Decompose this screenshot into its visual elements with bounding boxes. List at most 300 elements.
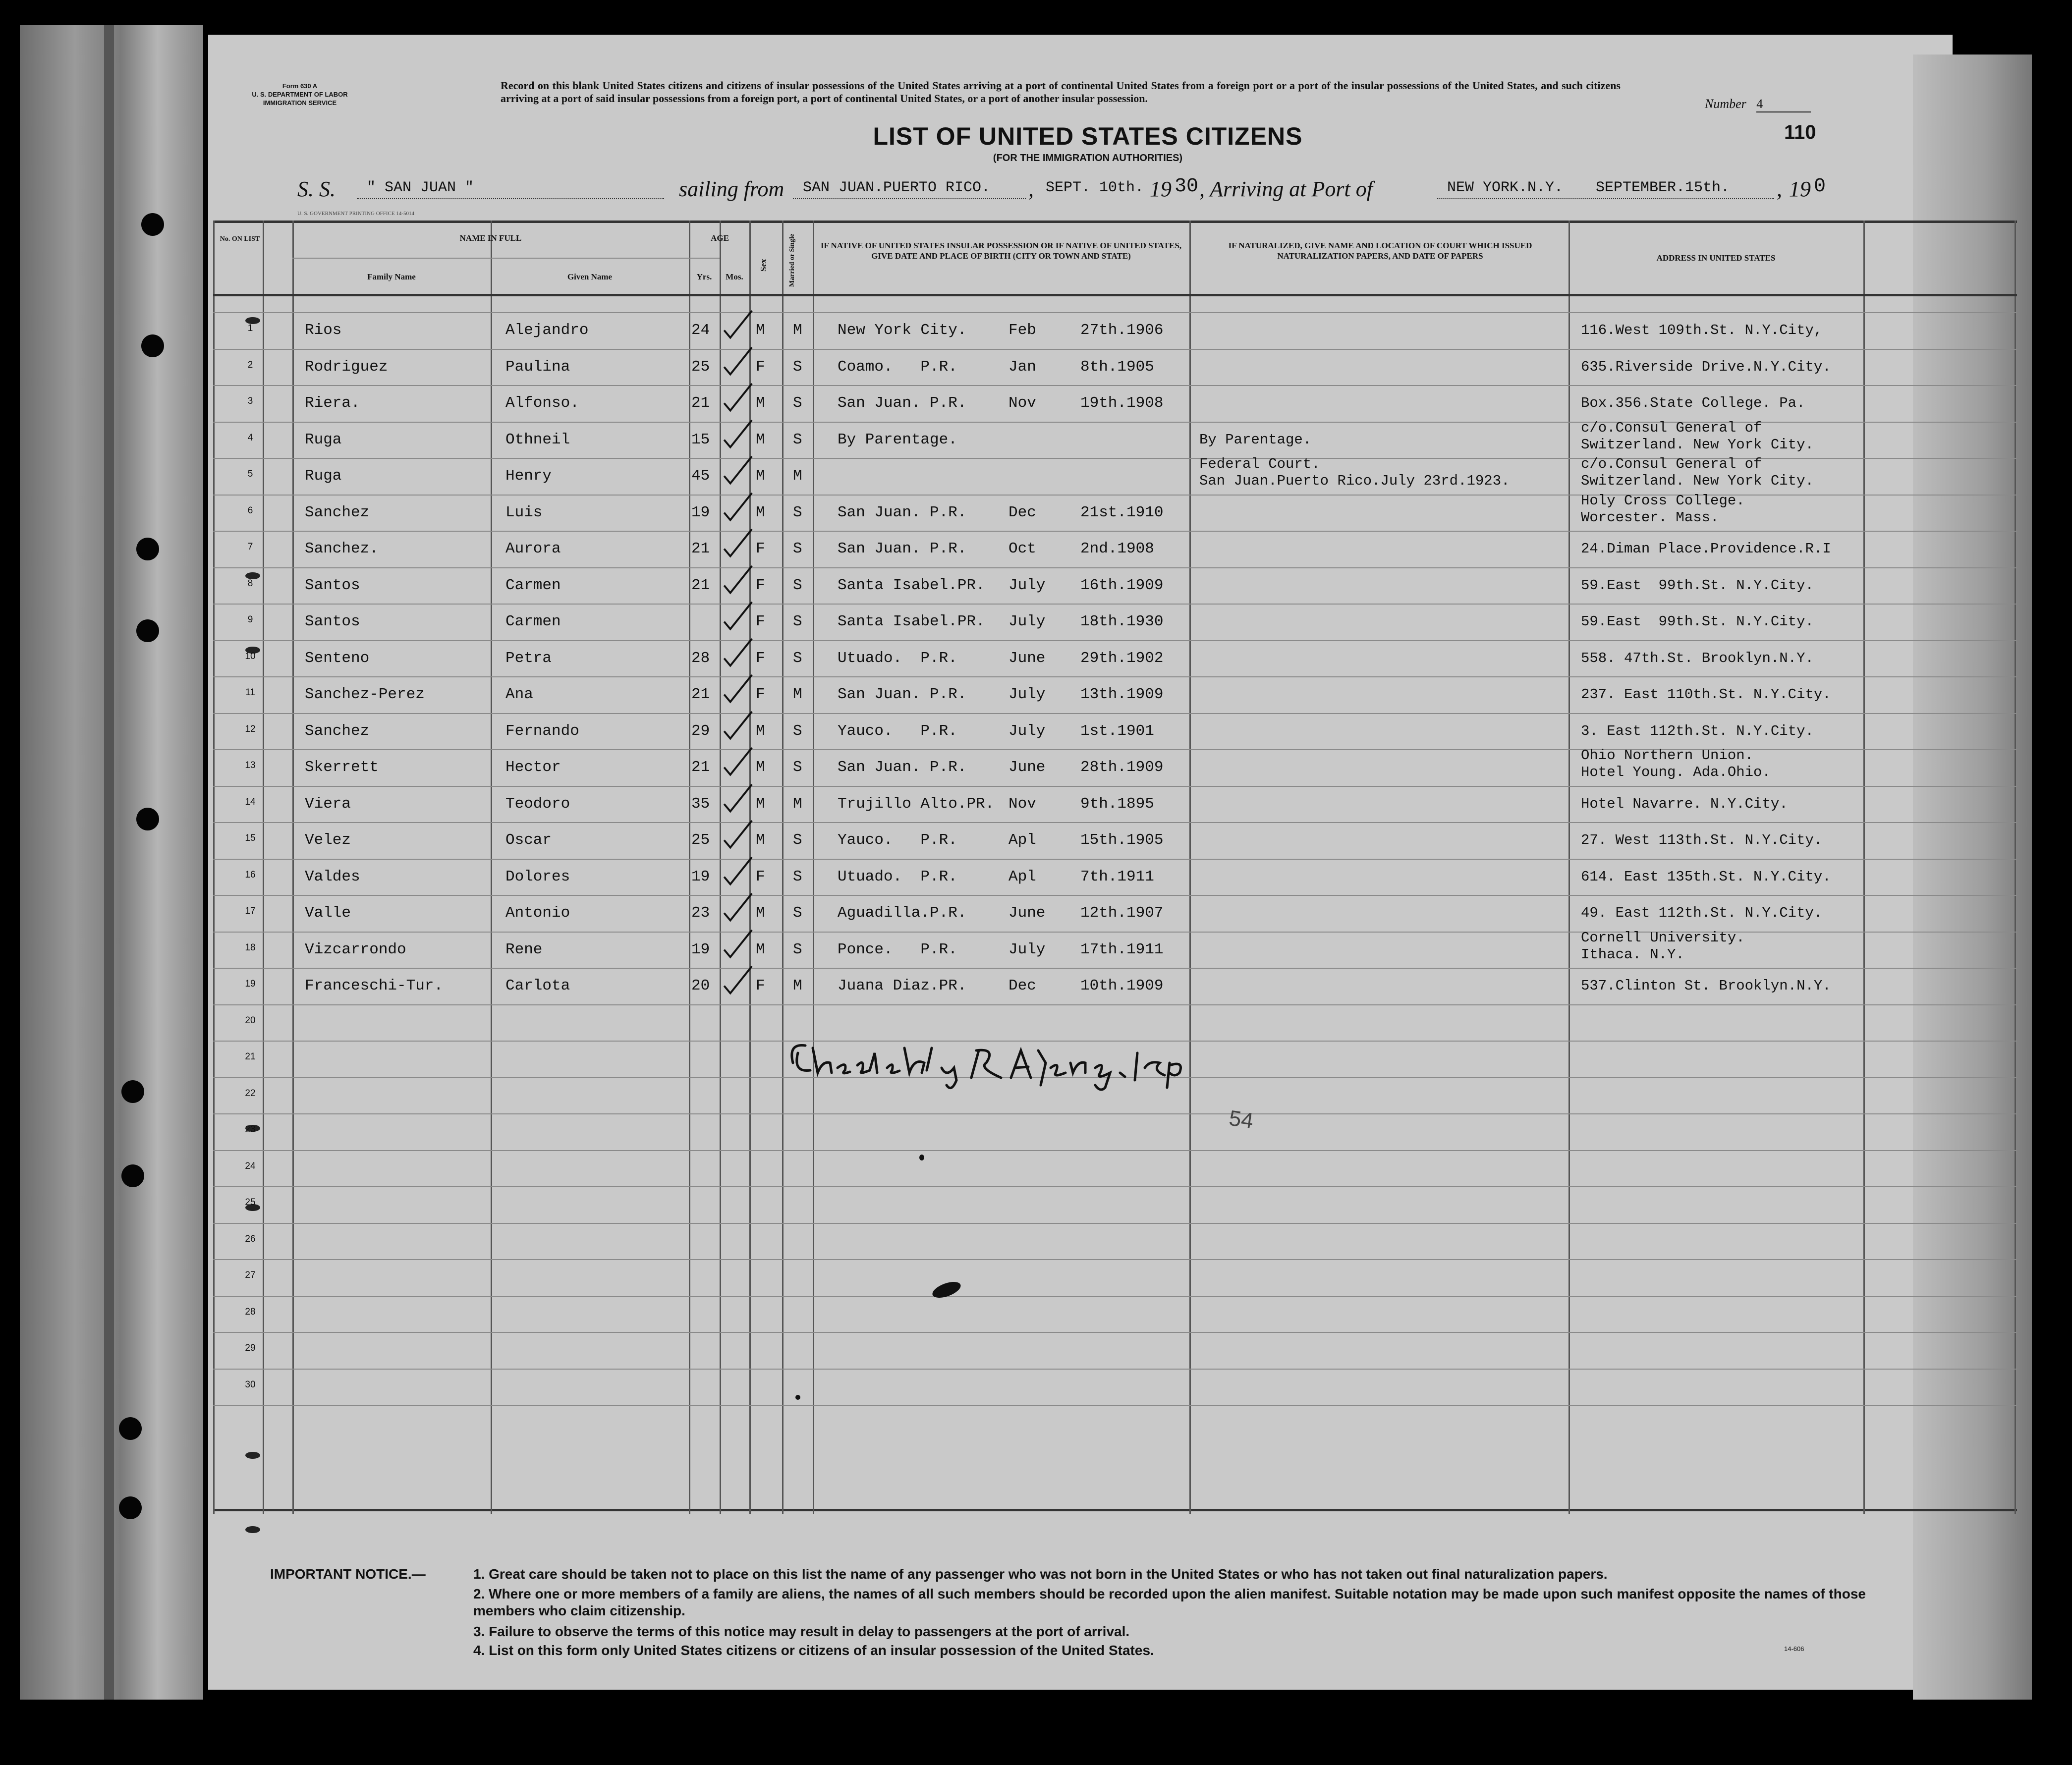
preamble-text: Record on this blank United States citizens and citizens of insular possessions of the United States arriving at a port of continental United States from a foreign port or a port of the insular possessions of the United States, and such citizens arriving at a port of said insular possessions from a foreign port, a port of continental United States, or a port of another insular possession. bbox=[501, 79, 1621, 105]
punch-hole bbox=[141, 213, 164, 236]
cell-yrs: 25 bbox=[691, 831, 710, 849]
cell-yrs: 21 bbox=[691, 686, 710, 703]
row-number: 18 bbox=[245, 942, 256, 953]
row-number: 17 bbox=[245, 906, 256, 916]
cell-family: Velez bbox=[305, 831, 351, 849]
punch-hole bbox=[121, 1164, 144, 1187]
cell-yrs: 15 bbox=[691, 431, 710, 448]
cell-family: Rodriguez bbox=[305, 358, 388, 376]
cell-yrs: 19 bbox=[691, 940, 710, 958]
cell-place: Utuado. P.R. bbox=[838, 649, 957, 667]
punch-hole bbox=[141, 334, 164, 357]
row-number: 8 bbox=[247, 578, 253, 589]
row-number: 29 bbox=[245, 1343, 256, 1353]
check-mark bbox=[721, 417, 756, 451]
row-rule bbox=[213, 786, 2017, 787]
cell-addr: 116.West 109th.St. N.Y.City, bbox=[1581, 322, 1823, 338]
cell-ms: S bbox=[793, 394, 802, 412]
row-number: 12 bbox=[245, 723, 256, 734]
check-mark bbox=[721, 453, 756, 488]
check-mark bbox=[721, 307, 756, 342]
cell-month: June bbox=[1008, 649, 1046, 667]
cell-yrs: 19 bbox=[691, 503, 710, 521]
cell-addr: Box.356.State College. Pa. bbox=[1581, 395, 1805, 411]
notice-heading: IMPORTANT NOTICE.— bbox=[270, 1566, 426, 1582]
header-years: Yrs. bbox=[696, 272, 712, 281]
cell-month: July bbox=[1008, 576, 1046, 594]
row-number: 20 bbox=[245, 1015, 256, 1026]
row-rule bbox=[213, 349, 2017, 350]
row-rule bbox=[213, 859, 2017, 860]
punch-hole bbox=[119, 1496, 142, 1519]
row-rule bbox=[213, 604, 2017, 605]
cell-yrs: 28 bbox=[691, 649, 710, 667]
check-mark bbox=[721, 927, 756, 961]
cell-day: 27th.1906 bbox=[1080, 322, 1164, 339]
cell-ms: S bbox=[793, 649, 802, 667]
row-number: 19 bbox=[245, 979, 256, 989]
cell-given: Alejandro bbox=[505, 322, 589, 339]
cell-family: Riera. bbox=[305, 394, 360, 412]
row-rule bbox=[213, 1259, 2017, 1260]
cell-given: Hector bbox=[505, 759, 561, 776]
cell-place: Santa Isabel.PR. bbox=[838, 613, 985, 630]
printing-office-note: U. S. GOVERNMENT PRINTING OFFICE 14-5014 bbox=[297, 211, 415, 217]
check-mark bbox=[721, 344, 756, 379]
cell-ms: S bbox=[793, 868, 802, 885]
cell-place: Coamo. P.R. bbox=[838, 358, 957, 376]
cell-day: 8th.1905 bbox=[1080, 358, 1154, 376]
cell-sex: F bbox=[756, 868, 765, 885]
row-number: 16 bbox=[245, 869, 256, 880]
cell-addr: 24.Diman Place.Providence.R.I bbox=[1581, 541, 1831, 557]
departure-date: SEPT. 10th. bbox=[1046, 179, 1144, 196]
row-number: 15 bbox=[245, 833, 256, 843]
cell-family: Santos bbox=[305, 613, 360, 630]
cell-day: 12th.1907 bbox=[1080, 904, 1164, 922]
cell-ms: S bbox=[793, 759, 802, 776]
cell-given: Fernando bbox=[505, 722, 579, 740]
cell-place: Juana Diaz.PR. bbox=[838, 977, 967, 994]
cell-given: Aurora bbox=[505, 540, 561, 557]
cell-day: 13th.1909 bbox=[1080, 686, 1164, 703]
cell-family: Sanchez. bbox=[305, 540, 379, 557]
cell-addr: 237. East 110th.St. N.Y.City. bbox=[1581, 686, 1831, 703]
ink-speck bbox=[795, 1395, 800, 1400]
cell-sex: M bbox=[756, 467, 765, 485]
cell-addr: 558. 47th.St. Brooklyn.N.Y. bbox=[1581, 650, 1814, 666]
notice-item-1: 1. Great care should be taken not to place on this list the name of any passenger who was not born in the United States or who has not taken out final naturalization papers. bbox=[473, 1566, 1608, 1582]
cell-family: Santos bbox=[305, 576, 360, 594]
cell-place: San Juan. P.R. bbox=[838, 503, 967, 521]
cell-day: 10th.1909 bbox=[1080, 977, 1164, 994]
cell-addr: c/o.Consul General of Switzerland. New York City. bbox=[1581, 456, 1814, 489]
check-mark bbox=[721, 890, 756, 925]
row-rule bbox=[213, 312, 2017, 313]
cell-addr: Hotel Navarre. N.Y.City. bbox=[1581, 795, 1788, 812]
row-rule bbox=[213, 1150, 2017, 1151]
row-rule bbox=[213, 1369, 2017, 1370]
cell-given: Alfonso. bbox=[505, 394, 579, 412]
notice-item-2: 2. Where one or more members of a family are aliens, the names of all such members should be recorded upon the alien manifest. Suitable notation may be made upon such manifest opposite the names of those members who claim citizenship. bbox=[473, 1586, 1866, 1618]
cell-month: Feb bbox=[1008, 322, 1036, 339]
cell-yrs: 21 bbox=[691, 540, 710, 557]
header-birth-place: IF NATIVE OF UNITED STATES INSULAR POSSESSION OR IF NATIVE OF UNITED STATES, GIVE DATE AND PLACE OF BIRTH (CITY OR TOWN AND STATE) bbox=[820, 241, 1182, 261]
cell-day: 1st.1901 bbox=[1080, 722, 1154, 740]
cell-sex: M bbox=[756, 940, 765, 958]
cell-sex: M bbox=[756, 722, 765, 740]
check-mark bbox=[721, 781, 756, 816]
cell-ms: S bbox=[793, 431, 802, 448]
cell-place: Utuado. P.R. bbox=[838, 868, 957, 885]
cell-addr: 27. West 113th.St. N.Y.City. bbox=[1581, 832, 1823, 848]
cell-addr: Cornell University. Ithaca. N.Y. bbox=[1581, 929, 1745, 963]
row-rule bbox=[213, 1332, 2017, 1333]
cell-place: San Juan. P.R. bbox=[838, 540, 967, 557]
row-number: 3 bbox=[247, 396, 253, 406]
cell-place: Santa Isabel.PR. bbox=[838, 576, 985, 594]
row-number: 10 bbox=[245, 651, 256, 662]
cell-given: Ana bbox=[505, 686, 533, 703]
cell-place: Yauco. P.R. bbox=[838, 722, 957, 740]
row-rule bbox=[213, 713, 2017, 714]
cell-given: Othneil bbox=[505, 431, 570, 448]
cell-given: Carmen bbox=[505, 576, 561, 594]
arrival-line bbox=[1437, 198, 1774, 199]
number-value: 4 bbox=[1756, 97, 1811, 112]
header-months: Mos. bbox=[726, 272, 743, 281]
row-rule bbox=[213, 1113, 2017, 1114]
row-rule bbox=[213, 567, 2017, 568]
cell-sex: M bbox=[756, 831, 765, 849]
cell-sex: F bbox=[756, 686, 765, 703]
cell-month: Apl bbox=[1008, 868, 1036, 885]
cell-yrs: 35 bbox=[691, 795, 710, 813]
cell-ms: M bbox=[793, 467, 802, 485]
page-subtitle: (FOR THE IMMIGRATION AUTHORITIES) bbox=[993, 153, 1183, 164]
cell-day: 19th.1908 bbox=[1080, 394, 1164, 412]
cell-sex: F bbox=[756, 576, 765, 594]
cell-place: Trujillo Alto.PR. bbox=[838, 795, 995, 813]
cell-month: Dec bbox=[1008, 977, 1036, 994]
cell-sex: M bbox=[756, 394, 765, 412]
header-address: ADDRESS IN UNITED STATES bbox=[1656, 253, 1776, 263]
row-number: 23 bbox=[245, 1124, 256, 1135]
cell-addr: 59.East 99th.St. N.Y.City. bbox=[1581, 577, 1814, 594]
cell-given: Luis bbox=[505, 503, 543, 521]
cell-place: New York City. bbox=[838, 322, 967, 339]
departure-port: SAN JUAN.PUERTO RICO. bbox=[803, 179, 991, 196]
row-rule bbox=[213, 822, 2017, 823]
row-rule bbox=[213, 1405, 2017, 1406]
header-given-name: Given Name bbox=[567, 272, 613, 281]
punch-hole bbox=[136, 808, 159, 830]
cell-sex: M bbox=[756, 322, 765, 339]
cell-family: Ruga bbox=[305, 467, 342, 485]
notice-item-4: 4. List on this form only United States citizens or citizens of an insular possession of the United States. bbox=[473, 1643, 1154, 1658]
department-name: U. S. DEPARTMENT OF LABOR bbox=[252, 91, 348, 98]
header-married-single: Married or Single bbox=[788, 233, 796, 287]
check-mark bbox=[721, 744, 756, 779]
cell-day: 28th.1909 bbox=[1080, 759, 1164, 776]
cell-day: 7th.1911 bbox=[1080, 868, 1154, 885]
cell-sex: M bbox=[756, 795, 765, 813]
cell-family: Sanchez-Perez bbox=[305, 686, 425, 703]
cell-given: Dolores bbox=[505, 868, 570, 885]
cell-sex: F bbox=[756, 540, 765, 557]
header-age: AGE bbox=[711, 233, 729, 243]
cell-addr: 49. East 112th.St. N.Y.City. bbox=[1581, 905, 1823, 921]
row-number: 21 bbox=[245, 1051, 256, 1062]
cell-addr: 3. East 112th.St. N.Y.City. bbox=[1581, 722, 1814, 739]
cell-family: Skerrett bbox=[305, 759, 379, 776]
cell-month: Nov bbox=[1008, 394, 1036, 412]
cell-given: Rene bbox=[505, 940, 543, 958]
cell-ms: S bbox=[793, 503, 802, 521]
punch-hole bbox=[119, 1417, 142, 1440]
check-mark bbox=[721, 708, 756, 743]
cell-month: July bbox=[1008, 686, 1046, 703]
cell-given: Antonio bbox=[505, 904, 570, 922]
row-rule bbox=[213, 531, 2017, 532]
row-number: 25 bbox=[245, 1197, 256, 1208]
cell-ms: S bbox=[793, 940, 802, 958]
row-rule bbox=[213, 895, 2017, 896]
check-mark bbox=[721, 599, 756, 633]
cell-ms: M bbox=[793, 977, 802, 994]
check-mark bbox=[721, 671, 756, 706]
arriving-label: , Arriving at Port of bbox=[1199, 177, 1373, 201]
ship-name-line bbox=[357, 198, 664, 199]
row-number: 7 bbox=[247, 542, 253, 552]
punch-hole bbox=[136, 619, 159, 642]
cell-sex: F bbox=[756, 977, 765, 994]
arrival-year: 0 bbox=[1814, 175, 1826, 198]
cell-nat: By Parentage. bbox=[1199, 431, 1312, 448]
cell-sex: F bbox=[756, 613, 765, 630]
cell-yrs: 25 bbox=[691, 358, 710, 376]
header-name-in-full: NAME IN FULL bbox=[459, 233, 522, 243]
cell-given: Carmen bbox=[505, 613, 561, 630]
cell-given: Petra bbox=[505, 649, 552, 667]
cell-ms: S bbox=[793, 831, 802, 849]
ink-speck bbox=[919, 1155, 924, 1160]
cell-month: Apl bbox=[1008, 831, 1036, 849]
form-code: 14-606 bbox=[1784, 1645, 1804, 1653]
cell-day: 15th.1905 bbox=[1080, 831, 1164, 849]
cell-place: Ponce. P.R. bbox=[838, 940, 957, 958]
cell-ms: S bbox=[793, 576, 802, 594]
row-rule bbox=[213, 1186, 2017, 1187]
check-mark bbox=[721, 490, 756, 524]
row-rule bbox=[213, 1296, 2017, 1297]
cell-given: Carlota bbox=[505, 977, 570, 994]
cell-month: July bbox=[1008, 613, 1046, 630]
row-number: 2 bbox=[247, 359, 253, 370]
cell-month: Jan bbox=[1008, 358, 1036, 376]
service-name: IMMIGRATION SERVICE bbox=[263, 99, 337, 107]
row-number: 22 bbox=[245, 1088, 256, 1099]
cell-day: 17th.1911 bbox=[1080, 940, 1164, 958]
check-mark bbox=[721, 854, 756, 888]
cell-ms: M bbox=[793, 795, 802, 813]
cell-yrs: 21 bbox=[691, 759, 710, 776]
check-mark bbox=[721, 526, 756, 560]
inspector-signature bbox=[783, 1033, 1189, 1093]
cell-addr: 537.Clinton St. Brooklyn.N.Y. bbox=[1581, 978, 1831, 994]
cell-place: San Juan. P.R. bbox=[838, 759, 967, 776]
cell-family: Rios bbox=[305, 322, 342, 339]
cell-ms: S bbox=[793, 358, 802, 376]
row-number: 11 bbox=[245, 687, 255, 698]
form-identifier bbox=[225, 82, 374, 107]
cell-sex: M bbox=[756, 431, 765, 448]
row-number: 6 bbox=[247, 505, 253, 516]
cell-ms: M bbox=[793, 686, 802, 703]
cell-place: Yauco. P.R. bbox=[838, 831, 957, 849]
year-prefix: 19 bbox=[1150, 177, 1172, 201]
cell-addr: 59.East 99th.St. N.Y.City. bbox=[1581, 613, 1814, 630]
cell-addr: 635.Riverside Drive.N.Y.City. bbox=[1581, 358, 1831, 375]
row-number: 30 bbox=[245, 1379, 256, 1390]
cell-nat: Federal Court. San Juan.Puerto Rico.July 23rd.1923. bbox=[1199, 456, 1510, 489]
header-no-on-list: No. ON LIST bbox=[220, 235, 260, 243]
cell-given: Henry bbox=[505, 467, 552, 485]
row-rule bbox=[213, 932, 2017, 933]
cell-place: San Juan. P.R. bbox=[838, 686, 967, 703]
ship-name: " SAN JUAN " bbox=[367, 179, 474, 196]
cell-place: By Parentage. bbox=[838, 431, 957, 448]
row-number: 9 bbox=[247, 614, 253, 625]
cell-given: Paulina bbox=[505, 358, 570, 376]
cell-day: 29th.1902 bbox=[1080, 649, 1164, 667]
cell-yrs: 29 bbox=[691, 722, 710, 740]
cell-family: Sanchez bbox=[305, 722, 370, 740]
vessel-info-line: S. S. " SAN JUAN " sailing from SAN JUAN.PUERTO RICO. , SEPT. 10th. 19 30 , Arriving at Port of NEW YORK.N.Y. SEPTEMBER.15th. , 19 0 bbox=[297, 175, 1826, 201]
row-number: 13 bbox=[245, 760, 256, 771]
row-rule bbox=[213, 968, 2017, 969]
cell-day: 21st.1910 bbox=[1080, 503, 1164, 521]
cell-month: Oct bbox=[1008, 540, 1036, 557]
row-rule bbox=[213, 1004, 2017, 1005]
stamp-number: 54 bbox=[1227, 1105, 1255, 1134]
cell-family: Ruga bbox=[305, 431, 342, 448]
cell-family: Franceschi-Tur. bbox=[305, 977, 444, 994]
cell-month: Dec bbox=[1008, 503, 1036, 521]
binder-edge bbox=[104, 25, 114, 1700]
row-rule bbox=[213, 1223, 2017, 1224]
cell-yrs: 21 bbox=[691, 576, 710, 594]
cell-day: 2nd.1908 bbox=[1080, 540, 1154, 557]
cell-family: Valdes bbox=[305, 868, 360, 885]
ss-label: S. S. bbox=[297, 177, 336, 201]
cell-month: July bbox=[1008, 722, 1046, 740]
header-naturalization: IF NATURALIZED, GIVE NAME AND LOCATION OF COURT WHICH ISSUED NATURALIZATION PAPERS, AND DATE OF PAPERS bbox=[1228, 241, 1532, 261]
cell-month: Nov bbox=[1008, 795, 1036, 813]
punch-hole bbox=[121, 1080, 144, 1103]
cell-yrs: 45 bbox=[691, 467, 710, 485]
cell-yrs: 23 bbox=[691, 904, 710, 922]
cell-day: 18th.1930 bbox=[1080, 613, 1164, 630]
row-rule bbox=[213, 640, 2017, 641]
cell-sex: M bbox=[756, 904, 765, 922]
departure-year: 30 bbox=[1175, 175, 1199, 198]
cell-sex: F bbox=[756, 358, 765, 376]
page-title: LIST OF UNITED STATES CITIZENS bbox=[873, 122, 1303, 150]
page-number: 110 bbox=[1784, 121, 1816, 143]
check-mark bbox=[721, 817, 756, 852]
cell-addr: c/o.Consul General of Switzerland. New York City. bbox=[1581, 419, 1814, 453]
cell-ms: S bbox=[793, 904, 802, 922]
cell-addr: Holy Cross College. Worcester. Mass. bbox=[1581, 492, 1745, 526]
row-number: 26 bbox=[245, 1233, 256, 1244]
cell-family: Senteno bbox=[305, 649, 370, 667]
sailing-label: sailing from bbox=[679, 177, 784, 201]
check-mark bbox=[721, 635, 756, 670]
cell-ms: S bbox=[793, 722, 802, 740]
cell-family: Valle bbox=[305, 904, 351, 922]
cell-yrs: 24 bbox=[691, 322, 710, 339]
arrival-port: NEW YORK.N.Y. bbox=[1447, 179, 1564, 196]
cell-ms: M bbox=[793, 322, 802, 339]
row-number: 24 bbox=[245, 1160, 256, 1171]
header-sex: Sex bbox=[759, 259, 768, 272]
check-mark bbox=[721, 562, 756, 597]
row-number: 27 bbox=[245, 1270, 256, 1280]
cell-ms: S bbox=[793, 613, 802, 630]
punch-hole bbox=[245, 1526, 260, 1533]
cell-place: San Juan. P.R. bbox=[838, 394, 967, 412]
manifest-table bbox=[213, 221, 2017, 1514]
row-number: 5 bbox=[247, 469, 253, 479]
cell-place: Aguadilla.P.R. bbox=[838, 904, 967, 922]
row-number: 28 bbox=[245, 1306, 256, 1317]
cell-month: June bbox=[1008, 904, 1046, 922]
cell-sex: F bbox=[756, 649, 765, 667]
cell-sex: M bbox=[756, 503, 765, 521]
row-rule bbox=[213, 385, 2017, 386]
check-mark bbox=[721, 963, 756, 997]
cell-month: June bbox=[1008, 759, 1046, 776]
punch-hole bbox=[136, 538, 159, 560]
cell-day: 9th.1895 bbox=[1080, 795, 1154, 813]
notice-item-3: 3. Failure to observe the terms of this notice may result in delay to passengers at the port of arrival. bbox=[473, 1624, 1130, 1639]
cell-ms: S bbox=[793, 540, 802, 557]
row-rule bbox=[213, 676, 2017, 677]
row-number: 1 bbox=[247, 323, 253, 333]
row-number: 4 bbox=[247, 432, 253, 443]
cell-yrs: 19 bbox=[691, 868, 710, 885]
cell-given: Oscar bbox=[505, 831, 552, 849]
cell-sex: M bbox=[756, 759, 765, 776]
cell-family: Sanchez bbox=[305, 503, 370, 521]
departure-port-line bbox=[793, 198, 1026, 199]
form-number: Form 630 A bbox=[282, 82, 318, 90]
cell-month: July bbox=[1008, 940, 1046, 958]
row-number: 14 bbox=[245, 796, 256, 807]
cell-yrs: 20 bbox=[691, 977, 710, 994]
cell-given: Teodoro bbox=[505, 795, 570, 813]
cell-family: Vizcarrondo bbox=[305, 940, 406, 958]
list-number bbox=[1705, 97, 1811, 112]
year2-prefix: 19 bbox=[1789, 177, 1811, 201]
header-family-name: Family Name bbox=[367, 272, 416, 281]
row-rule bbox=[213, 495, 2017, 496]
cell-addr: 614. East 135th.St. N.Y.City. bbox=[1581, 868, 1831, 885]
cell-yrs: 21 bbox=[691, 394, 710, 412]
cell-day: 16th.1909 bbox=[1080, 576, 1164, 594]
cell-addr: Ohio Northern Union. Hotel Young. Ada.Ohio. bbox=[1581, 747, 1771, 780]
